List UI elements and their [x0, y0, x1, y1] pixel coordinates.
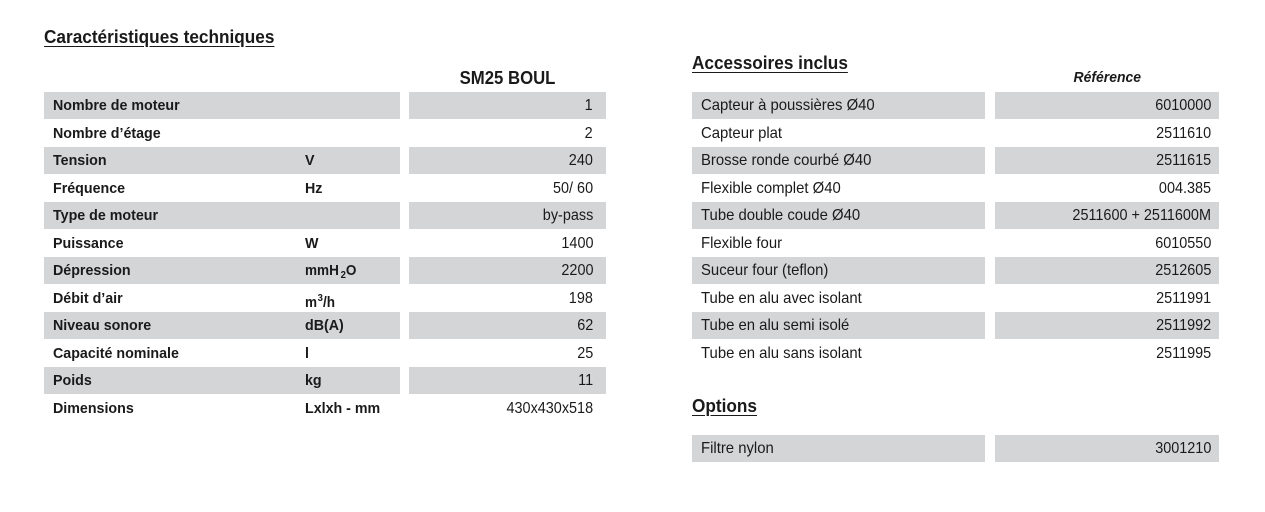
- accessory-reference: 2511991: [1155, 289, 1211, 307]
- spec-label: Débit d’air: [53, 289, 123, 307]
- model-column-header: SM25 BOUL: [459, 68, 556, 88]
- accessory-label: Tube en alu semi isolé: [692, 312, 985, 339]
- spec-value: 50/ 60: [552, 179, 593, 197]
- accessory-reference: 2512605: [995, 257, 1219, 284]
- spec-label: Puissance: [53, 234, 124, 252]
- spec-unit: $m^3/h$: [305, 292, 336, 311]
- accessory-label: Flexible complet Ø40: [701, 179, 841, 197]
- accessories-title: Accessoires inclus: [692, 52, 848, 73]
- spec-unit: l: [305, 344, 309, 362]
- accessory-label: Capteur plat: [701, 124, 783, 142]
- spec-label: Fréquence: [53, 179, 126, 197]
- spec-label: Nombre d’étage: [53, 124, 161, 142]
- spec-unit: Hz: [305, 179, 323, 197]
- spec-unit: W: [305, 234, 319, 252]
- accessory-label: Suceur four (teflon): [692, 257, 985, 284]
- option-label: Filtre nylon: [692, 435, 985, 462]
- accessory-reference: 2511992: [995, 312, 1219, 339]
- spec-unit: mmH $_2$O: [305, 262, 357, 281]
- spec-value: 430x430x518: [506, 399, 593, 417]
- accessory-reference: 2511600 + 2511600M: [995, 202, 1219, 229]
- spec-unit: V: [305, 152, 315, 169]
- spec-value: 11: [409, 367, 606, 394]
- spec-value: 198: [568, 289, 593, 307]
- accessory-reference: 2511615: [995, 147, 1219, 174]
- spec-value: 2200: [409, 257, 606, 284]
- spec-label: Capacité nominale: [53, 344, 179, 362]
- spec-unit: kg: [305, 372, 322, 389]
- accessory-label: Tube double coude Ø40: [692, 202, 985, 229]
- accessory-label: Brosse ronde courbé Ø40: [692, 147, 985, 174]
- spec-label: Dimensions: [53, 399, 134, 417]
- reference-column-header: Référence: [1073, 69, 1141, 86]
- accessory-reference: 2511610: [1155, 124, 1211, 142]
- accessory-label: Tube en alu sans isolant: [701, 344, 862, 362]
- option-reference: 3001210: [995, 435, 1219, 462]
- spec-label: Dépression: [44, 257, 400, 284]
- accessory-reference: 6010550: [1154, 234, 1211, 252]
- accessory-label: Flexible four: [701, 234, 783, 252]
- specs-title: Caractéristiques techniques: [44, 26, 275, 47]
- accessory-label: Tube en alu avec isolant: [701, 289, 862, 307]
- spec-label: Type de moteur: [44, 202, 400, 229]
- spec-value: 240: [409, 147, 606, 174]
- accessory-label: Capteur à poussières Ø40: [692, 92, 985, 119]
- spec-value: 25: [576, 344, 593, 362]
- spec-label: Niveau sonore: [44, 312, 400, 339]
- spec-value: 62: [409, 312, 606, 339]
- spec-value: 1: [409, 92, 606, 119]
- spec-label: Poids: [44, 367, 400, 394]
- accessory-reference: 2511995: [1155, 344, 1211, 362]
- spec-value: 2: [584, 124, 593, 142]
- spec-label: Tension: [44, 147, 400, 174]
- options-title: Options: [692, 395, 757, 416]
- spec-label: Nombre de moteur: [44, 92, 400, 119]
- spec-unit: Lxlxh - mm: [305, 399, 381, 417]
- spec-unit: [305, 120, 400, 147]
- spec-value: by-pass: [409, 202, 606, 229]
- accessory-reference: 004.385: [1158, 179, 1211, 197]
- spec-value: 1400: [560, 234, 593, 252]
- spec-unit: dB(A): [305, 317, 344, 334]
- spec-unit: [305, 92, 400, 119]
- accessory-reference: 6010000: [995, 92, 1219, 119]
- spec-unit: [305, 202, 400, 229]
